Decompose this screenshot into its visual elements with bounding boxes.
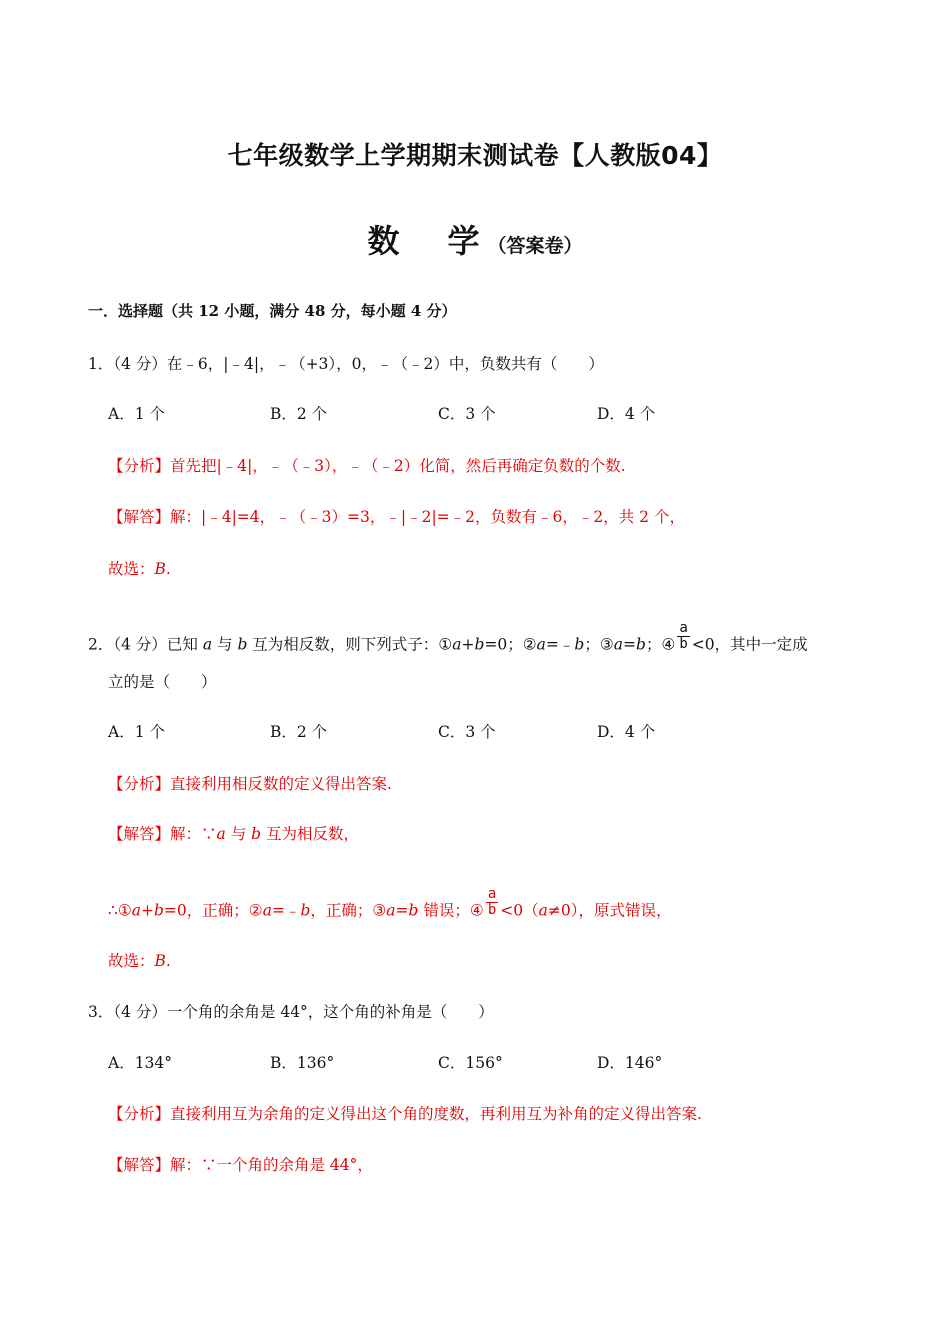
q2-expr-2d: ； (584, 635, 600, 654)
q3-answer: 【解答】解：∵一个角的余角是 44°， (108, 1156, 373, 1174)
q2-option-c: C．3 个 (438, 723, 496, 741)
q1-stem: 1．（4 分）在﹣6，|﹣4|，﹣（+3），0，﹣（﹣2）中，负数共有（ ） (88, 355, 604, 373)
q2-expr-2b: =﹣ (545, 635, 575, 654)
q2-choice-prefix: 故选： (108, 952, 155, 970)
q2-r-b: =0，正确； (163, 901, 249, 920)
q2-answer-a: 【解答】解：∵ (108, 825, 217, 843)
q2-expr-2: a (536, 635, 546, 654)
q2-r-a: ∴① (108, 901, 132, 920)
q2-option-d: D．4 个 (597, 723, 656, 741)
q1-analysis: 【分析】首先把|﹣4|，﹣（﹣3），﹣（﹣2）化简，然后再确定负数的个数. (108, 457, 626, 475)
q2-expr-3: a (613, 635, 623, 654)
q2-circle-4: ④ (661, 635, 676, 654)
q3-option-c: C．156° (438, 1054, 503, 1072)
q2-r-e3b: b (408, 901, 419, 920)
q1-option-a: A．1 个 (108, 405, 165, 423)
subject-heading (0, 216, 950, 262)
q2-r-fraction (486, 887, 498, 918)
q2-expr-3b: = (623, 635, 636, 654)
q2-circle-1: ① (438, 635, 453, 654)
q2-r-fraction-denominator: b (487, 902, 497, 918)
q2-expr-1b: =0； (484, 635, 523, 654)
q2-r-e2: a (262, 901, 272, 920)
q2-expr-4: <0，其中一定成 (691, 635, 808, 654)
section-heading: 一．选择题（共 12 小题，满分 48 分，每小题 4 分） (88, 302, 457, 320)
q3-option-b: B．136° (270, 1054, 335, 1072)
q2-option-b: B．2 个 (270, 723, 328, 741)
q2-stem (88, 620, 808, 661)
q2-r-e: = (395, 901, 409, 920)
q2-fraction-denominator: b (679, 636, 688, 652)
q1-choice (108, 557, 171, 579)
q2-r-d: ，正确； (310, 901, 373, 920)
q1-choice-suffix: . (165, 560, 171, 578)
q2-r-g: <0（ (500, 901, 539, 920)
q2-choice-suffix: . (165, 952, 171, 970)
q1-choice-prefix: 故选： (108, 560, 155, 578)
q1-option-d: D．4 个 (597, 405, 656, 423)
q2-expr-3d: ； (645, 635, 662, 654)
q2-stem-c: 互为相反数，则下列式子： (247, 635, 439, 654)
q2-stem-line2: 立的是（ ） (108, 673, 217, 691)
q2-stem-b: 与 (212, 635, 238, 654)
q2-r-e2b: b (300, 901, 311, 920)
q2-r-circle-4: ④ (469, 901, 484, 920)
q2-var-a: a (202, 635, 213, 654)
q2-answer-c: 互为相反数， (261, 825, 359, 843)
q2-analysis: 【分析】直接利用相反数的定义得出答案. (108, 775, 392, 793)
q2-expr-2c: b (574, 635, 585, 654)
q2-expr-3c: b (636, 635, 646, 654)
q2-r-circle-2: ② (248, 901, 263, 920)
q2-r-e4: a (538, 901, 548, 920)
q2-answer (108, 822, 359, 844)
q1-choice-value: B (154, 560, 166, 578)
q2-r-c: =﹣ (271, 901, 301, 920)
q2-answer-b: 与 (225, 825, 252, 843)
q3-option-d: D．146° (597, 1054, 663, 1072)
page-title: 七年级数学上学期期末测试卷【人教版04】 (227, 141, 723, 170)
q2-choice (108, 949, 171, 971)
q3-option-a: A．134° (108, 1054, 173, 1072)
q2-choice-value: B (154, 952, 166, 970)
q2-circle-3: ③ (599, 635, 614, 654)
q2-answer-var-a: a (216, 825, 226, 843)
q2-reasoning (108, 886, 672, 927)
q3-stem: 3．（4 分）一个角的余角是 44°，这个角的补角是（ ） (88, 1003, 494, 1021)
q2-expr-1: a+b (452, 635, 485, 654)
q2-r-h: ≠0），原式错误， (547, 901, 672, 920)
q1-answer: 【解答】解：|﹣4|=4，﹣（﹣3）=3，﹣|﹣2|=﹣2，负数有﹣6，﹣2，共 2 个， (108, 508, 685, 526)
subject-note: （答案卷） (487, 235, 583, 257)
q2-r-circle-3: ③ (372, 901, 387, 920)
q2-answer-var-b: b (251, 825, 262, 843)
q2-r-e1: a+b (131, 901, 164, 920)
q2-circle-2: ② (522, 635, 537, 654)
subject-main: 数 学 (367, 222, 488, 260)
q3-analysis: 【分析】直接利用互为余角的定义得出这个角的度数，再利用互为补角的定义得出答案. (108, 1105, 702, 1123)
q2-r-fraction-numerator: a (487, 886, 497, 902)
q2-fraction-numerator: a (679, 620, 688, 636)
q1-option-b: B．2 个 (270, 405, 328, 423)
q2-r-f: 错误； (418, 901, 470, 920)
q2-r-e3: a (386, 901, 396, 920)
q2-var-b: b (237, 635, 248, 654)
q1-option-c: C．3 个 (438, 405, 496, 423)
q2-stem-a: 2．（4 分）已知 (88, 635, 203, 654)
q2-fraction (677, 621, 689, 652)
q2-option-a: A．1 个 (108, 723, 165, 741)
